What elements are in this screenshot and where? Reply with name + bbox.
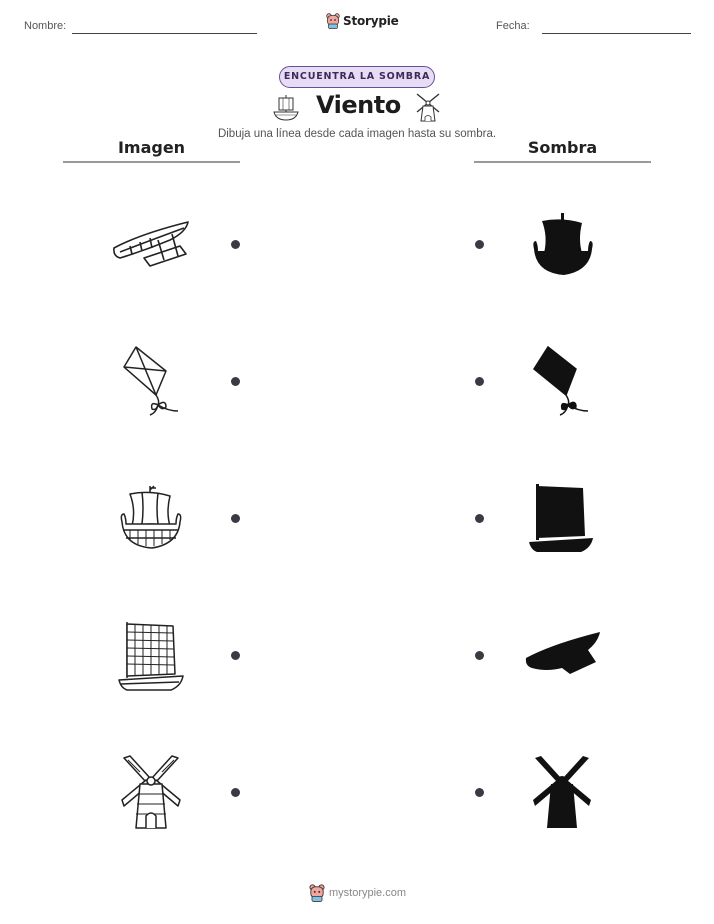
match-dot-right-2[interactable] (475, 377, 484, 386)
brand-logo (326, 13, 399, 29)
match-dot-left-2[interactable] (231, 377, 240, 386)
brand-name: Storypie (343, 14, 399, 28)
viking-ship-icon[interactable] (116, 484, 186, 552)
viking-ship-shadow-icon[interactable] (528, 211, 598, 279)
viking-ship-small-icon (272, 93, 300, 123)
match-dot-right-3[interactable] (475, 514, 484, 523)
footer-url[interactable]: mystorypie.com (329, 887, 407, 899)
column-underline-left (63, 161, 240, 163)
column-heading-shadow: Sombra (527, 138, 598, 157)
page-title: Viento (316, 91, 401, 119)
match-dot-left-3[interactable] (231, 514, 240, 523)
bear-logo-icon (326, 13, 340, 29)
windmill-icon[interactable] (120, 754, 182, 830)
date-line[interactable] (542, 33, 691, 34)
windmill-small-icon (414, 91, 442, 123)
sailboat-shadow-icon[interactable] (527, 482, 597, 556)
activity-badge: ENCUENTRA LA SOMBRA (279, 66, 435, 88)
kite-icon[interactable] (120, 345, 182, 417)
title-row (270, 91, 444, 125)
instruction-text: Dibuja una línea desde cada imagen hasta su sombra. (217, 128, 497, 140)
kite-shadow-icon[interactable] (530, 345, 592, 417)
match-dot-right-5[interactable] (475, 788, 484, 797)
name-label: Nombre: (24, 20, 67, 32)
match-dot-right-4[interactable] (475, 651, 484, 660)
canoe-icon[interactable] (110, 218, 192, 270)
windmill-shadow-icon[interactable] (531, 754, 593, 830)
column-heading-image: Imagen (117, 138, 186, 157)
sailboat-icon[interactable] (117, 620, 187, 694)
footer (309, 884, 406, 902)
match-dot-left-4[interactable] (231, 651, 240, 660)
match-dot-left-1[interactable] (231, 240, 240, 249)
name-line[interactable] (72, 33, 257, 34)
column-underline-right (474, 161, 651, 163)
canoe-shadow-icon[interactable] (522, 628, 604, 682)
match-dot-right-1[interactable] (475, 240, 484, 249)
date-label: Fecha: (496, 20, 530, 32)
bear-footer-icon (309, 884, 325, 902)
match-dot-left-5[interactable] (231, 788, 240, 797)
